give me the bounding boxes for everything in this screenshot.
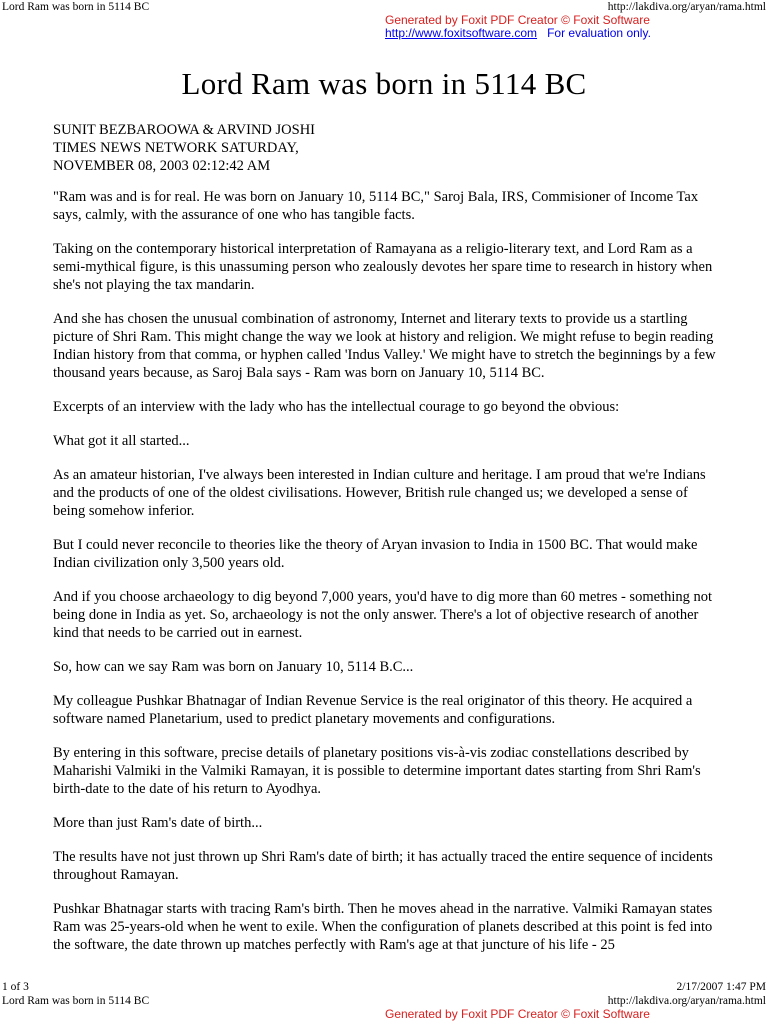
next-page-header-title: Lord Ram was born in 5114 BC	[2, 995, 150, 1007]
paragraph: And she has chosen the unusual combination of astronomy, Internet and literary texts to provide us a startling picture of Shri Ram. This might change the way we look at history and religion. We might refuse to begin reading Indian history from that comma, or hyphen called 'Indus Valley.' We might have to stretch the beginnings by a few thousand years because, as Saroj Bala says - Ram was born on January 10, 5114 BC.	[53, 311, 716, 381]
subheading: More than just Ram's date of birth...	[53, 815, 263, 831]
paragraph: "Ram was and is for real. He was born on January 10, 5114 BC," Saroj Bala, IRS, Commisioner of Income Tax says, calmly, with the assurance of one who has tangible facts.	[53, 189, 699, 223]
article-body	[53, 188, 719, 970]
next-page-header-url: http://lakdiva.org/aryan/rama.html	[607, 995, 766, 1007]
paragraph: And if you choose archaeology to dig beyond 7,000 years, you'd have to dig more than 60 metres - something not being done in India as yet. So, archaeology is not the only answer. There's a lot of objective research of another kind that needs to be carried out in earnest.	[53, 589, 712, 641]
paragraph: Pushkar Bhatnagar starts with tracing Ram's birth. Then he moves ahead in the narrative. Valmiki Ramayan states Ram was 25-years-old when he went to exile. When the configuration of planets described at this point is fed into the software, the date thrown up matches perfectly with Ram's age at that juncture of his life - 25	[53, 901, 713, 953]
page-number: 1 of 3	[2, 981, 29, 993]
paragraph: The results have not just thrown up Shri Ram's date of birth; it has actually traced the entire sequence of incidents throughout Ramayan.	[53, 849, 713, 883]
foxit-generated-text-bottom: Generated by Foxit PDF Creator © Foxit Software	[385, 1007, 650, 1021]
foxit-banner-top	[385, 14, 651, 40]
byline-network: TIMES NEWS NETWORK SATURDAY,	[53, 140, 299, 156]
page-header-title: Lord Ram was born in 5114 BC	[2, 1, 150, 13]
paragraph: But I could never reconcile to theories like the theory of Aryan invasion to India in 1500 BC. That would make Indian civilization only 3,500 years old.	[53, 537, 698, 571]
byline-authors: SUNIT BEZBAROOWA & ARVIND JOSHI	[53, 122, 316, 138]
page-header-url: http://lakdiva.org/aryan/rama.html	[607, 1, 766, 13]
foxit-banner-bottom	[385, 1008, 650, 1021]
subheading: So, how can we say Ram was born on January 10, 5114 B.C...	[53, 659, 414, 675]
foxit-generated-text: Generated by Foxit PDF Creator © Foxit Software	[385, 13, 650, 27]
article-byline	[53, 121, 315, 175]
paragraph: As an amateur historian, I've always been interested in Indian culture and heritage. I am proud that we're Indians and the products of one of the oldest civilisations. However, British rule changed us; we developed a sense of being somehow inferior.	[53, 467, 706, 519]
paragraph: My colleague Pushkar Bhatnagar of Indian Revenue Service is the real originator of this theory. He acquired a software named Planetarium, used to predict planetary movements and configurations.	[53, 693, 693, 727]
subheading: What got it all started...	[53, 433, 190, 449]
paragraph: By entering in this software, precise details of planetary positions vis-à-vis zodiac constellations described by Maharishi Valmiki in the Valmiki Ramayan, it is possible to determine important dates starting from Shri Ram's birth-date to the date of his return to Ayodhya.	[53, 745, 701, 797]
foxit-website-link[interactable]: http://www.foxitsoftware.com	[385, 26, 538, 40]
article-title: Lord Ram was born in 5114 BC	[181, 66, 587, 101]
print-datetime: 2/17/2007 1:47 PM	[676, 981, 766, 993]
byline-date: NOVEMBER 08, 2003 02:12:42 AM	[53, 158, 271, 174]
paragraph: Excerpts of an interview with the lady who has the intellectual courage to go beyond the obvious:	[53, 399, 620, 415]
paragraph: Taking on the contemporary historical interpretation of Ramayana as a religio-literary text, and Lord Ram as a semi-mythical figure, is this unassuming person who zealously devotes her spare time to research in history when she's not playing the tax mandarin.	[53, 241, 713, 293]
foxit-evaluation-text: For evaluation only.	[547, 26, 651, 40]
